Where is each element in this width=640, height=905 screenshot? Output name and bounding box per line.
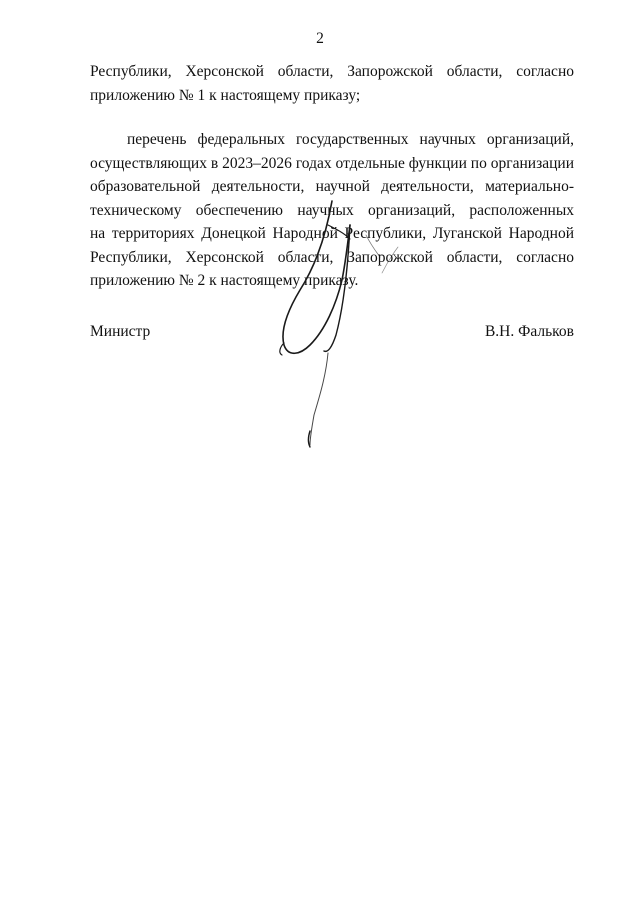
signatory-name: В.Н. Фальков (484, 323, 574, 340)
text-line: перечень федеральных государственных научных организаций, (127, 131, 574, 148)
text-line: Республики, Херсонской области, Запорожской области, согласно (90, 248, 574, 266)
signature-stroke (328, 225, 350, 239)
paragraph-1 (90, 60, 574, 107)
text-line: приложению № 2 к настоящему приказу. (90, 272, 359, 289)
signature-stroke (309, 431, 311, 447)
text-line: образовательной деятельности, научной деятельности, материально- (90, 178, 574, 195)
page-number: 2 (316, 30, 324, 47)
signature-stroke (366, 235, 380, 257)
text-line: техническому обеспечению научных организаций, расположенных (90, 201, 574, 219)
signature-stroke (310, 353, 328, 445)
text-line: на территориях Донецкой Народной Республики, Луганской Народной (90, 225, 574, 242)
signature-stroke (283, 201, 350, 353)
text-line: приложению № 1 к настоящему приказу; (90, 86, 361, 104)
signatory-title: Министр (90, 323, 151, 340)
handwritten-signature (270, 195, 420, 455)
text-line: осуществляющих в 2023–2026 годах отдельные функции по организации (90, 154, 574, 172)
signature-strokes (280, 201, 398, 447)
signature-stroke (382, 247, 398, 273)
signature-stroke (324, 225, 350, 351)
text-line: Республики, Херсонской области, Запорожской области, согласно (90, 63, 574, 80)
